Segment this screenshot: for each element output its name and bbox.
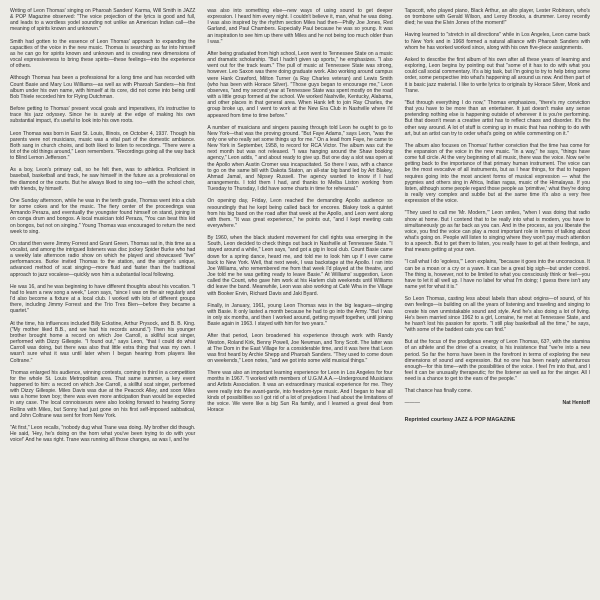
article-paragraph: Thomas enlarged his audience, winning contests, coming in third in a competition for the whole St. Louis Metropolitan area. That same summer, a key event happened to him: a record on which Joe Carroll, a skillful scat singer, performed with Dizzy Gillespie. Miles Davis was due at the Peacock Alley, and soon Miles was a home town boy; there was even more anticipation than would be expected in any case. The local connoisseurs were also looking forward to hearing Sonny Rollins with Miles, but Sonny had just gone on his first self-imposed sabbatical, and John Coltrane was sent for from New York. [10, 369, 196, 419]
article-paragraph: On stand then were Jimmy Forrest and Grant Green. Thomas sat in, this time as a vocalist, and among the intrigued listeners was disc jockey Spider Burke who had a weekly late afternoon radio show on which he played and showcased "live" performances. Burke invited Thomas to the station, and the singer's unique, advanced method of scat singing—more fluid and faster than the traditional approach to jazz vocalese—quickly won him a substantial local following. [10, 240, 196, 278]
article-paragraph: Before getting to Thomas' present vocal goals and imperatives, it's instructive to trace his jazz odyssey. Since he is surely at the edge of making his own substantial impact, it's useful to look into his own roots. [10, 106, 196, 125]
text-column-3 [405, 8, 590, 600]
article-paragraph: A number of musicians and singers passing through told Leon he ought to go to New York—that was the proving ground. "But Faye Adams," says Leon, "was the only one who really set some things up for me." On a lead from Faye, he came to New York in September, 1958, to record for RCA Victor. The album was cut the next month but was not released. "I was hanging around the Shaw booking agency," Leon adds, " and about ready to give up. But one day a slot was open at the Apollo when Austin Cromer was incapacitated. So there I was, with a chance to go on the same bill with Dakota Staton, an all-star big band led by Art Blakey, Ahmad Jamal, and Nipsey Russell. The agency wanted to know if I had arrangements. I told them I had, and thanks to Melba Liston working from Tuesday to Thursday, I did have some charts in time for rehearsal." [207, 124, 393, 193]
article-paragraph: "They used to call me 'Mr. Modern,'" Leon smiles, "when I was doing that radio show at home. But I contend that to be really into what is modern, you have to simultaneously go as far back as you can. And in the process, as you liberate the voice, you find the voice can play a most important role in terms of talking about what's going on. People will listen to singing where they won't pay much attention to a speech. But to get them to listen, you really have to get at their feelings, and that means getting at your own. [404, 210, 590, 254]
article-paragraph: But at the focus of the prodigious energy of Leon Thomas, 63?, with the stamina of an athlete and the drive of a creator, is his insistence that "we're into a new period. So far the horns have been in the forefront in terms of exploring the new dimensions of sound and expression. But no one has been nearly adventurous enough—for this time—with the possibilities of the voice. I feel I'm into that, and I feel it can be unusually therapeutic; for the listener as well as for the singer. All I need is a chance to get to the ears of the people." [404, 339, 590, 383]
author-signature [405, 400, 590, 406]
article-paragraph: He was 16, and he was beginning to have different thoughts about his vocation. "I had to learn a new song a week," Leon says, "since I was on the air regularly and I'd also become a fixture at a local club. I worked with lots of different groups there, including Jimmy Forrest and the Trio Tres Bien—before they became a quartet." [10, 283, 196, 315]
article-paragraph: That chance has finally come. [404, 388, 473, 395]
article-paragraph: Asked to describe the first album of his own after all these years of learning and exploring, Leon begins by pointing out that "some of it has to do with what you could call social commentary. It's a big task, but I'm going to try to help bring some order, some perspective into what's happening all around us now. And then part of it is basic jazz material. I like to write lyrics to originals by Horace Silver, Monk and Trane. [404, 56, 590, 94]
author-name: Nat Hentoff [562, 400, 590, 407]
article-paragraph: By 1960, when the black student movement for civil rights was emerging in the South, Leon decided to check things out back in Nashville at Tennessee State. "I stayed around a while," Leon says, "and got a gig in local club. Count Basie came down for a spring dance, heard me, and told me to look him up if I ever came back to New York. Well, that next week, I was backstage at the Apollo. I ran into Joe Williams, who remembered me from that week I'd played at the theatre, and Joe told me he was getting ready to leave Basie." At Williams' suggestion, Leon called the Count, who gave him work at his Harlem club weekends until Williams did leave the band. Meanwhile, Leon was also working at Café Wha in the Village with Booker Ervin, Richard Davis and Jaki Byard. [207, 235, 393, 297]
article-paragraph: Writing of Leon Thomas' singing on Pharoah Sanders' Karma, Will Smith in JAZZ & POP Magazine observed: "The voice projection of the lyrics is good and full, and leads to a wordless yodel sounding not unlike an American Indian call—the meaning of spirits known and unknown." [10, 8, 196, 33]
article-paragraph: "I call what I do 'egoless,'" Leon explains, "because it goes into the unconscious. It can be a moan or a cry or a yawn. It can be a great big sigh—but under control. The thing is, however, not to be limited to what you consciously think or feel—you have to let it all well up. I have no label for what I'm doing; I guess there isn't any name yet for what it is." [404, 259, 590, 291]
article-paragraph: was also into something else—new ways of using sound to get deeper expression. I heard him every night. I couldn't believe it, man, what he was doing. I was also inspired by the rhythm section Miles had then—Philly Joe Jones, Red Garland, and Paul Chambers. Especially Paul because he was so young. It was an inspiration to see him up there with Miles and he not being too much older than I was." [207, 8, 393, 45]
article-paragraph: Tapscott, who played piano, Black Arthur, an alto player, Lester Robinson, who's on trombone with Gerald Wilson, and Leroy Brooks, a drummer. Leroy recently died; he was the Elvin Jones of the moment!" [404, 8, 590, 27]
article-paragraph: "But through everything I do now," Thomas emphasizes, "there's my conviction that you have to be more than an entertainer. It just doesn't make any sense pretending nothing else is happening outside of wherever it is you're performing. But that doesn't mean a creative artist has to reflect chaos and disorder. It's the other way around. A lot of stuff is coming up in music that has nothing to do with art, but an artist can try to order what's going on while commenting on it." [404, 99, 590, 137]
signature-rule: ——— [404, 400, 420, 407]
article-paragraph: Having learned to "stretch in all directions" while in Los Angeles, Leon came back to New York and in 1968 formed a natural alliance with Pharoah Sanders with whom he has worked worked since, along with his own five-piece assignments. [404, 32, 590, 51]
article-paragraph: Although Thomas has been a professional for a long time and has recorded with Count Basie and Mary Lou Williams—as well as with Pharoah Sanders—his first album under his own name, with himself at its core, did not come into being until Bob Thiele recorded him for Flying Dutchman. [10, 75, 196, 100]
article-paragraph: "At first," Leon recalls, "nobody dug what Trane was doing. My brother did though. He said, 'Hey, he's doing on the horn what you've been trying to do with your voice!' And he was right. Trane was running all those changes, as was I, and he [10, 424, 196, 444]
article-paragraph: At the time, his influences included Billy Eckstine, Arthur Prysock, and B. B. King. ("My mother liked B.B., and we had his records around.") Then his younger brother brought home a record on which Joe Carroll, a skillful scat singer, performed with Dizzy Gillespie. "I found out," says Leon, "that I could do what Carroll was doing, but there was also that little extra thing that was my own. I wasn't sure what it was until later when I began hearing from players like Coltrane." [10, 320, 196, 364]
text-column-1 [10, 8, 195, 600]
article-paragraph: So Leon Thomas, casting less about labels than about origins—of sound, of his own feelings—is building on all the years of listening and traveling and singing to create his own unmistakable sound and style. And he's also doing a lot of living. He's been married since 1962 to a girl, Lorraine, he met at Tennessee State, and he hasn't lost his passion for sports. "I still play basketball all the time," he says, "with some of the baddest cats you can find." [404, 296, 590, 334]
text-column-2 [207, 8, 392, 600]
article-paragraph: One Sunday afternoon, while he was in the tenth grade, Thomas went into a club for some cokes and for the music. The fiery center of the proceedings was Armando Peraza, and eventually the youngster found himself on stand, joining in on conga drum and bongos. A local musician told Peraza, "You can beat this kid on bongos, but not on singing." Young Thomas was encouraged to return the next week to sing. [10, 197, 196, 235]
article-paragraph: Finally, in January, 1961, young Leon Thomas was in the big leagues—singing with Basie. It only lasted a month because he had to go into the Army. "But I was in only six months, and then I worked around, getting myself together, until joining Basie again in 1963. I stayed with him for two years." [207, 302, 393, 328]
article-paragraph: As a boy, Leon's primary call, so he felt then, was to athletics. Proficient in baseball, basketball and track, he saw himself in the future as a professional on the diamond or the courts. But he always liked to sing too—with the school choir, with friends, by himself. [10, 167, 196, 192]
reprint-credit: Reprinted courtesy JAZZ & POP MAGAZINE [404, 416, 516, 423]
article-paragraph: There was also an important learning experience for Leon in Los Angeles for four months in 1967. "I worked with members of U.G.M.A.A.—Underground Musicians and Artists Association. It was an extraordinary musical experience for me. They were really into the avant-garde, into freedom-type music. And I began to hear all kinds of possibilities so I got rid of a lot of prejudices I had about the limitations of the voice. We were like a big Sun Ra family, and I learned a great deal from Horace [207, 370, 393, 414]
article-paragraph: Smith had gotten to the essence of Leon Thomas' approach to expanding the capacities of the voice in the new music. Thomas is searching as far into himself as he can go for spirits known and unknown and is creating new dimensions of vocal expressiveness to bring these spirits—these feelings—into the experience of others. [10, 38, 196, 70]
article-paragraph: The album also focuses on Thomas' further conviction that the time has come for the expansion of the voice in the new music. "In a way," he says, "things have come full circle. At the very beginning of all music, there was the voice. Now we're getting back to the importance of that primary human instrument. The voice can be the most evocative of all instruments, but as I hear things, for that to happen requires going into the most ancient forms of musical expression — what the pygmies and others sing in Africa, Indian ragas, music of the Himalayas. If you listen, although some people regard those people as 'primitive,' what they're doing is really very complex and subtle but at the same time it's also a very free expression of the voice. [404, 142, 590, 205]
article-paragraph: After that period, Leon broadened his experience through work with Randy Weston, Roland Kirk, Benny Powell, Joe Newman, and Tony Scott. The latter was at The Dom in the East Village for a considerable time, and it was here that Leon was first heard by Archie Shepp and Pharoah Sanders. "They used to come down on weekends," Leon notes, "and we got into some wild musical things." [207, 333, 393, 364]
article-paragraph: On opening day, Friday, Leon reached the demanding Apollo audience so resoundingly that he kept being called back for encores. Blakey took a quintet from his big band on the road after that week at the Apollo, and Leon went along with them. "It was great experience," he points out, "and I kept meeting cats everywhere." [207, 198, 393, 229]
article-paragraph: Leon Thomas was born in East St. Louis, Illinois, on October 4, 1937. Though his parents were not musicians, music was a vital part of the domestic ambiance. Both sang in church choirs, and both liked to listen to recordings. "There were a lot of the old things around," Leon remembers. "Recordings going all the way back to Blind Lemon Jefferson." [10, 130, 196, 162]
article-paragraph: After being graduated from high school, Leon went to Tennessee State on a music and dramatic scholarship. "But I hadn't given up sports," he emphasizes. "I also went out for the track team." The pull of music at Tennessee State was strong, however. Leo Saxon was there doing graduate work. Also working around campus were Hank Crawford, Milton Turner (a Ray Charles veteran) and Lewis Smith (who has been with Horace Silver). "Those guys began to encourage me," Leon observes, "and my second year at Tennessee State was spent mostly on the road with a little group formed at the school. We worked Nashville, Kentucky, Alabama, and other places in that general area. When Hank left to join Ray Charles, the group broke up, and I went to work at the New Era Club in Nashville where I'd appeared from time to time before." [207, 50, 393, 119]
